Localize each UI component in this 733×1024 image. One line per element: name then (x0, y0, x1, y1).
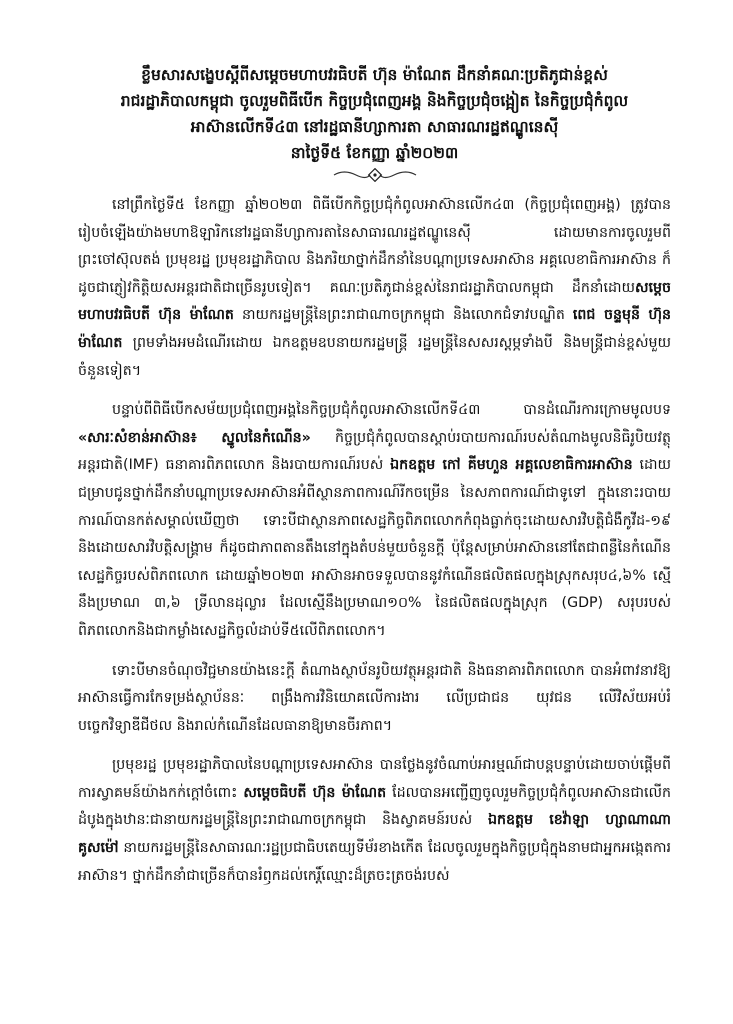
p4-text-2: ដែលបានអញ្ជើញចូលរួមកិច្ចប្រជុំកំពូលអាស៊ានជាលើកដំបូងក្នុងឋានៈជានាយករដ្ឋមន្ត្រីនៃព្រះរាជាណាចក្រកម្ពុជា និងស្វាគមន៍របស់ (78, 784, 671, 829)
p4-bold-2: ឯកឧត្តម ខេវ៉ាឡា ហ្សាណាណា គូសម៉ៅ (78, 812, 671, 857)
p1-bold-2: ពេជ ចន្ទមុនី ហ៊ុនម៉ាណែត (78, 307, 672, 351)
title-line: ខ្លឹមសារសង្ខេបស្តីពីសម្តេចមហាបវរធិបតី ហ៊ុន ម៉ាណែត ដឹកនាំគណៈប្រតិភូជាន់ខ្ពស់ (141, 66, 608, 84)
paragraph-3 (78, 658, 671, 741)
p2-text-3: ដោយជម្រាបជូនថ្នាក់ដឹកនាំបណ្តាប្រទេសអាស៊ានអំពីស្ថានភាពការណ៍រីកចម្រើន នៃសភាពការណ៍ជាទូទៅ ក្នុងនោះរបាយការណ៍បានកត់សម្គាល់ឃើញថា ទោះបីជាស្ថានភាពសេដ្ឋកិច្ចពិភពលោកកំពុងធ្លាក់ចុះដោយសារវិបត្តិជំងឺកូវីដ-១៩ និងដោយសារវិបត្តិសង្គ្រាម ក៏ដូចជាភាពតានតឹងនៅក្នុងតំបន់មួយចំនួនក្តី ប៉ុន្តែសម្រាប់អាស៊ាននៅតែជាពន្លឺនៃកំណើនសេដ្ឋកិច្ចរបស់ពិភពលោក ដោយឆ្នាំ២០២៣ អាស៊ានអាចទទួលបាននូវកំណើនផលិតផលក្នុងស្រុកសរុប៤,៦% ស្មើនឹងប្រមាណ ៣,៦ ទ្រីលានដុល្លារ ដែលស្មើនឹងប្រមាណ១០% នៃផលិតផលក្នុងស្រុក (GDP) សរុបរបស់ពិភពលោកនិងជាកម្លាំងសេដ្ឋកិច្ចលំដាប់ទី៥លើពិភពលោក។ (78, 457, 672, 639)
p1-text-3: ព្រមទាំងអមដំណើរដោយ ឯកឧត្តមឧបនាយករដ្ឋមន្ត្រី រដ្ឋមន្ត្រីនៃសសរស្តម្ភទាំងបី និងមន្ត្រីជាន់ខ្ពស់មួយចំនួនទៀត។ (78, 334, 671, 379)
document-title (78, 62, 671, 166)
p2-text-2: កិច្ចប្រជុំកំពូលបានស្តាប់របាយការណ៍របស់តំណាងមូលនិធិរូបិយវត្ថុអន្តរជាតិ(IMF) ធនាគារពិភពលោក និងរបាយការណ៍របស់ (78, 429, 671, 474)
p3-text-1: ទោះបីមានចំណុចវិជ្ជមានយ៉ាងនេះក្តី តំណាងស្ថាប័នរូបិយវត្ថុអន្តរជាតិ និងធនាគារពិភពលោក បានអំពាវនាវឱ្យអាស៊ានធ្វើការកែទម្រង់ស្ថាប័ននៈ ពង្រឹងការវិនិយោគលើការងារ លើប្រជាជន យុវជន លើវិស័យអប់រំ បច្ចេកវិទ្យាឌីជីថល និងរាល់កំណើនដែលធានាឱ្យមានចីរភាព។ (78, 662, 671, 734)
p4-text-1: ប្រមុខរដ្ឋ ប្រមុខរដ្ឋាភិបាលនៃបណ្តាប្រទេសអាស៊ាន បានថ្លែងនូវចំណាប់អារម្មណ៍ជាបន្តបន្ទាប់ដោយចាប់ផ្តើមពីការស្វាគមន៍យ៉ាងកក់ក្តៅចំពោះ (78, 757, 671, 801)
p1-text-2: នាយករដ្ឋមន្ត្រីនៃព្រះរាជាណាចក្រកម្ពុជា និងលោកជំទាវបណ្ឌិត (233, 307, 573, 324)
p1-bold-1: សម្តេចមហាបវរធិបតី ហ៊ុន ម៉ាណែត (78, 279, 671, 324)
p2-bold-1: «សារៈសំខាន់អាស៊ាន៖ ស្នូលនៃកំណើន» (78, 429, 311, 446)
p1-text-1: នៅព្រឹកថ្ងៃទី៥ ខែកញ្ញា ឆ្នាំ២០២៣ ពិធីបើកកិច្ចប្រជុំកំពូលអាស៊ានលើក៤៣ (កិច្ចប្រជុំពេញអង្គ) ត្រូវបានរៀបចំឡើងយ៉ាងមហាឱឡារិកនៅរដ្ឋធានីហ្សាការតានៃសាធារណរដ្ឋឥណ្ឌូនេស៊ី ដោយមានការចូលរួមពីព្រះចៅស៊ុលតង់ ប្រមុខរដ្ឋ ប្រមុខរដ្ឋាភិបាល និងភរិយាថ្នាក់ដឹកនាំនៃបណ្តាប្រទេសអាស៊ាន អគ្គលេខាធិការអាស៊ាន ក៏ដូចជាភ្ញៀវកិត្តិយសអន្តរជាតិជាច្រើនរូបទៀត។ គណៈប្រតិភូជាន់ខ្ពស់នៃរាជរដ្ឋាភិបាលកម្ពុជា ដឹកនាំដោយ (78, 197, 671, 296)
p2-bold-2: ឯកឧត្តម កៅ គីមហួន អគ្គលេខាធិការអាស៊ាន (390, 457, 633, 474)
paragraph-4 (78, 752, 671, 890)
title-line: រាជរដ្ឋាភិបាលកម្ពុជា ចូលរួមពិធីបើក កិច្ចប្រជុំពេញអង្គ និងកិច្ចប្រជុំចង្អៀត នៃកិច្ចប្រជុំកំពូល (120, 92, 629, 110)
p4-bold-1: សម្តេចធិបតី ហ៊ុន ម៉ាណែត (243, 784, 387, 801)
p2-text-1: បន្ទាប់ពីពិធីបើកសម័យប្រជុំពេញអង្គនៃកិច្ចប្រជុំកំពូលអាស៊ានលើកទី៤៣ បានដំណើរការក្រោមមូលបទ (112, 402, 671, 419)
paragraph-1 (78, 192, 671, 385)
title-line: អាស៊ានលើកទី៤៣ នៅរដ្ឋធានីហ្សាការតា សាធារណរដ្ឋឥណ្ឌូនេស៊ី (190, 118, 559, 136)
title-line: នាថ្ងៃទី៥ ខែកញ្ញា ឆ្នាំ២០២៣ (290, 144, 459, 162)
paragraph-2 (78, 397, 671, 645)
p4-text-3: នាយករដ្ឋមន្ត្រីនៃសាធារណៈរដ្ឋប្រជាធិបតេយ្យទីម័រខាងកើត ដែលចូលរួមក្នុងកិច្ចប្រជុំក្នុងនាមជាអ្នកអង្កេតការអាស៊ាន។ ថ្នាក់ដឹកនាំជាច្រើនក៏បានរំឭកដល់កេរ្តិ៍ឈ្មោះដ៏ត្រចះត្រចង់របស់ (78, 840, 671, 884)
ornament-divider-icon (330, 168, 420, 182)
